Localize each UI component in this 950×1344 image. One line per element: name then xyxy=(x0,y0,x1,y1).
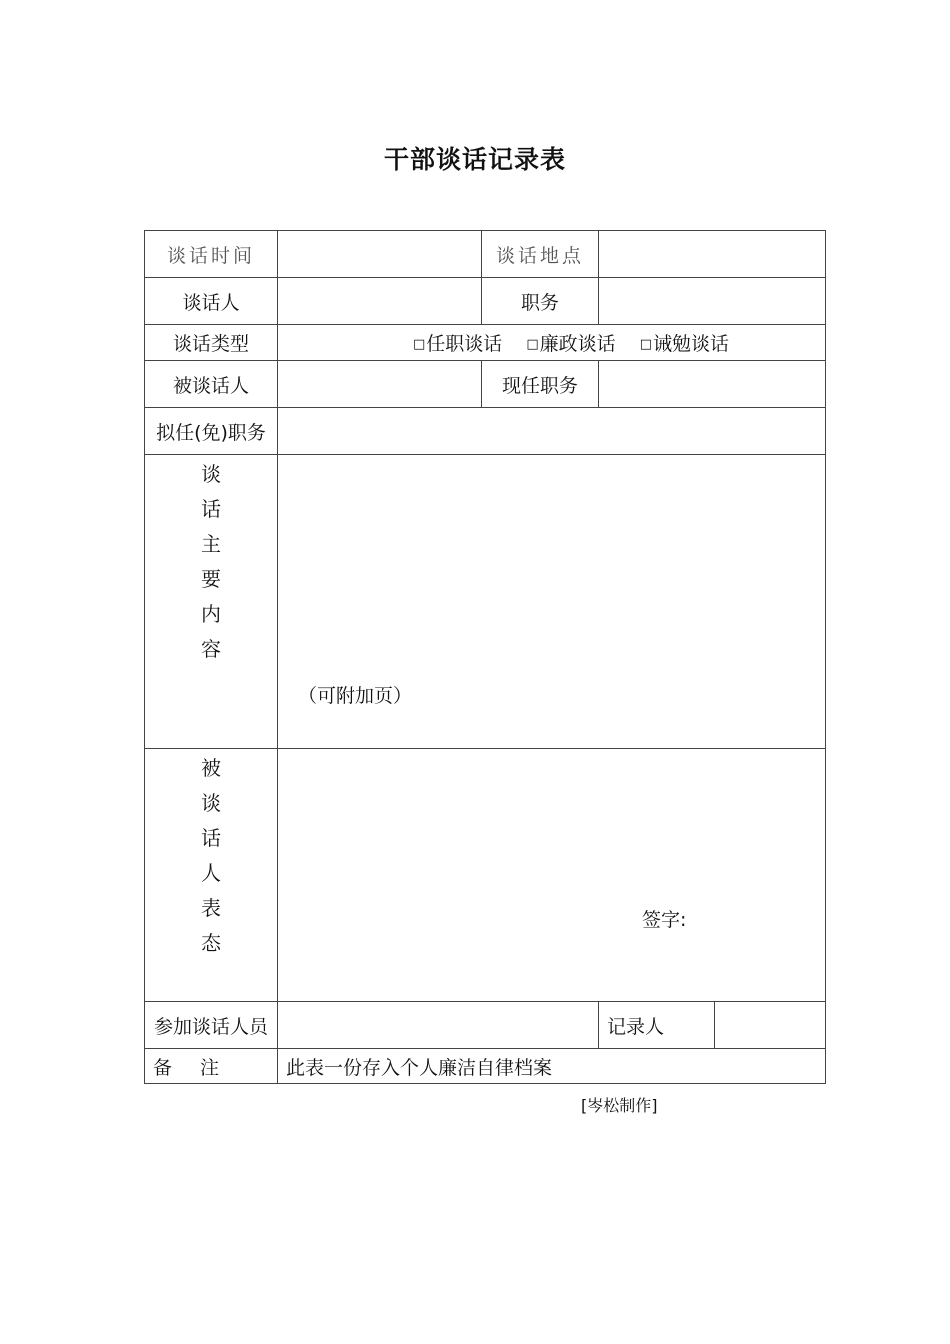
talker-field[interactable] xyxy=(278,278,482,325)
remark-text: 此表一份存入个人廉洁自律档案 xyxy=(278,1049,826,1084)
talk-type-option-label: 廉政谈话 xyxy=(539,333,616,355)
statement-char: 人 xyxy=(201,861,221,885)
row-talker xyxy=(145,278,826,325)
participants-label: 参加谈话人员 xyxy=(145,1002,278,1049)
main-content-label xyxy=(145,455,278,749)
main-content-char: 内 xyxy=(201,602,221,626)
talk-type-option-label: 诫勉谈话 xyxy=(652,333,729,355)
participants-field[interactable] xyxy=(278,1002,599,1049)
recorder-field[interactable] xyxy=(715,1002,826,1049)
form-title: 干部谈话记录表 xyxy=(383,145,566,174)
main-content-char: 话 xyxy=(201,497,221,521)
proposed-position-label: 拟任(免)职务 xyxy=(145,408,278,455)
statement-field[interactable] xyxy=(278,749,826,1002)
main-content-char: 谈 xyxy=(201,462,221,486)
current-position-field[interactable] xyxy=(599,361,826,408)
row-proposed-position xyxy=(145,408,826,455)
signature-label: 签字: xyxy=(642,909,687,931)
statement-char: 被 xyxy=(201,756,221,780)
row-statement xyxy=(145,749,826,1002)
checkbox-icon[interactable]: □ xyxy=(412,337,426,352)
statement-char: 谈 xyxy=(201,791,221,815)
talk-place-field[interactable] xyxy=(599,231,826,278)
row-time-place xyxy=(145,231,826,278)
row-talk-type xyxy=(145,325,826,361)
footer-credit: [岑松制作] xyxy=(581,1096,658,1115)
checkbox-icon[interactable]: □ xyxy=(639,337,652,352)
talk-time-field[interactable] xyxy=(278,231,482,278)
interviewee-label: 被谈话人 xyxy=(145,361,278,408)
statement-char: 态 xyxy=(201,931,221,955)
remark-label-second: 注 xyxy=(200,1056,220,1079)
talk-type-option-integrity[interactable] xyxy=(526,333,615,355)
position-label: 职务 xyxy=(482,278,599,325)
interviewee-field[interactable] xyxy=(278,361,482,408)
talk-time-label: 谈话时间 xyxy=(145,231,278,278)
attachment-note: （可附加页） xyxy=(298,685,413,707)
checkbox-icon[interactable]: □ xyxy=(526,337,539,352)
remark-label xyxy=(145,1049,278,1084)
recorder-label: 记录人 xyxy=(599,1002,715,1049)
current-position-label: 现任职务 xyxy=(482,361,599,408)
main-content-field[interactable] xyxy=(278,455,826,749)
talk-type-option-label: 任职谈话 xyxy=(426,333,503,355)
row-interviewee xyxy=(145,361,826,408)
talk-place-label: 谈话地点 xyxy=(482,231,599,278)
statement-char: 表 xyxy=(201,896,221,920)
main-content-char: 容 xyxy=(201,637,221,661)
position-field[interactable] xyxy=(599,278,826,325)
main-content-char: 要 xyxy=(201,567,221,591)
row-main-content xyxy=(145,455,826,749)
talk-type-option-admonition[interactable] xyxy=(640,333,729,355)
row-participants xyxy=(145,1002,826,1049)
row-remark xyxy=(145,1049,826,1084)
remark-label-first: 备 xyxy=(153,1056,173,1079)
talker-label: 谈话人 xyxy=(145,278,278,325)
proposed-position-field[interactable] xyxy=(278,408,826,455)
statement-label xyxy=(145,749,278,1002)
talk-type-options xyxy=(278,325,826,361)
talk-type-label: 谈话类型 xyxy=(145,325,278,361)
statement-char: 话 xyxy=(201,826,221,850)
main-content-char: 主 xyxy=(201,532,221,556)
talk-type-option-appointment[interactable] xyxy=(413,333,502,355)
talk-record-table xyxy=(144,230,826,1084)
